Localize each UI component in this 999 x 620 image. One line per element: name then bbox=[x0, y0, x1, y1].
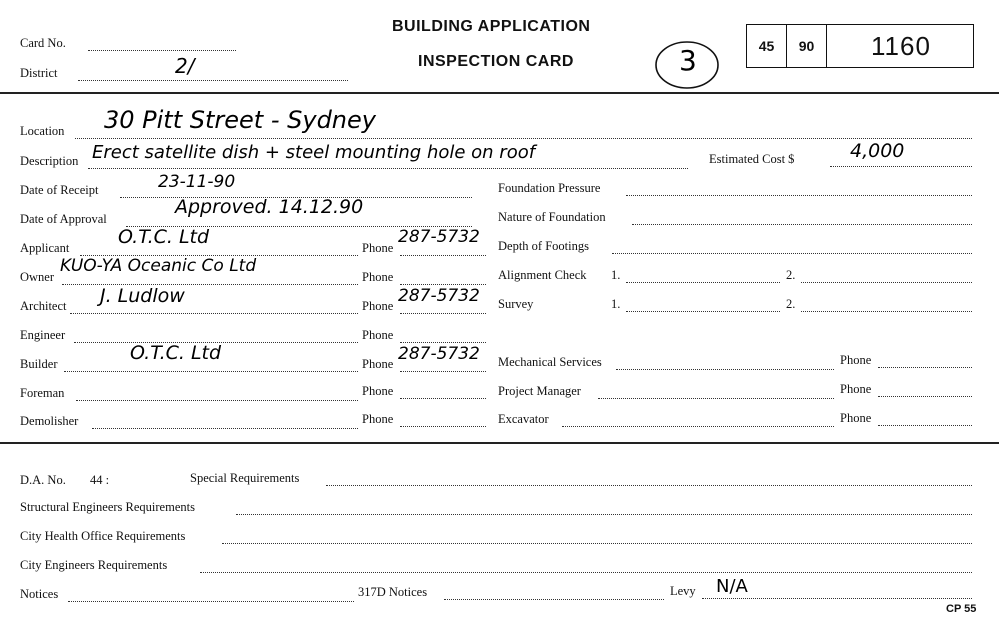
applicant-phone-value: 287-5732 bbox=[398, 227, 480, 247]
foreman-phone-label: Phone bbox=[362, 384, 394, 398]
da-no-label: D.A. No. bbox=[20, 473, 66, 487]
architect-value: J. Ludlow bbox=[100, 285, 185, 307]
city-engineers-requirements-field[interactable] bbox=[200, 572, 972, 573]
card-no-label: Card No. bbox=[20, 36, 66, 50]
health-requirements-field[interactable] bbox=[222, 543, 972, 544]
owner-label: Owner bbox=[20, 270, 55, 284]
health-requirements-label: City Health Office Requirements bbox=[20, 529, 186, 543]
estimated-cost-label: Estimated Cost $ bbox=[709, 152, 795, 166]
district-label: District bbox=[20, 66, 58, 80]
reference-box bbox=[746, 24, 974, 68]
engineer-phone-label: Phone bbox=[362, 328, 394, 342]
depth-of-footings-label: Depth of Footings bbox=[498, 239, 589, 253]
builder-label: Builder bbox=[20, 357, 58, 371]
alignment-num-1: 1. bbox=[611, 268, 621, 282]
circled-number: 3 bbox=[679, 44, 697, 77]
foreman-label: Foreman bbox=[20, 386, 65, 400]
estimated-cost-field[interactable] bbox=[830, 166, 972, 167]
applicant-phone-field[interactable] bbox=[400, 255, 486, 256]
architect-phone-field[interactable] bbox=[400, 313, 486, 314]
card-no-field[interactable] bbox=[88, 50, 236, 51]
reference-code-1: 45 bbox=[747, 25, 787, 67]
location-value: 30 Pitt Street - Sydney bbox=[104, 106, 376, 134]
demolisher-phone-label: Phone bbox=[362, 412, 394, 426]
description-value: Erect satellite dish + steel mounting hole on roof bbox=[92, 142, 536, 163]
date-of-receipt-value: 23-11-90 bbox=[158, 172, 236, 192]
mechanical-services-label: Mechanical Services bbox=[498, 355, 602, 369]
project-manager-label: Project Manager bbox=[498, 384, 581, 398]
foreman-phone-field[interactable] bbox=[400, 398, 486, 399]
notices-label: Notices bbox=[20, 587, 59, 601]
date-of-approval-value: Approved. 14.12.90 bbox=[175, 196, 364, 218]
special-requirements-field[interactable] bbox=[326, 485, 972, 486]
project-manager-field[interactable] bbox=[598, 398, 834, 399]
applicant-label: Applicant bbox=[20, 241, 70, 255]
builder-field[interactable] bbox=[64, 371, 358, 372]
excavator-phone-field[interactable] bbox=[878, 425, 972, 426]
project-manager-phone-field[interactable] bbox=[878, 396, 972, 397]
builder-phone-label: Phone bbox=[362, 357, 394, 371]
form-title-line1: BUILDING APPLICATION bbox=[392, 18, 591, 35]
structural-requirements-label: Structural Engineers Requirements bbox=[20, 500, 195, 514]
builder-phone-field[interactable] bbox=[400, 371, 486, 372]
engineer-label: Engineer bbox=[20, 328, 66, 342]
date-of-receipt-label: Date of Receipt bbox=[20, 183, 99, 197]
foundation-pressure-label: Foundation Pressure bbox=[498, 181, 601, 195]
engineer-phone-field[interactable] bbox=[400, 342, 486, 343]
builder-value: O.T.C. Ltd bbox=[130, 342, 222, 364]
owner-phone-field[interactable] bbox=[400, 284, 486, 285]
demolisher-field[interactable] bbox=[92, 428, 358, 429]
structural-requirements-field[interactable] bbox=[236, 514, 972, 515]
district-value: 2/ bbox=[175, 54, 195, 78]
survey-label: Survey bbox=[498, 297, 534, 311]
da-no-value: 44 : bbox=[90, 473, 110, 487]
foreman-field[interactable] bbox=[76, 400, 358, 401]
excavator-label: Excavator bbox=[498, 412, 549, 426]
reference-code-2: 90 bbox=[787, 25, 827, 67]
builder-phone-value: 287-5732 bbox=[398, 344, 480, 364]
reference-number: 1160 bbox=[871, 30, 931, 61]
form-code: CP 55 bbox=[946, 603, 977, 615]
architect-label: Architect bbox=[20, 299, 67, 313]
alignment-check-label: Alignment Check bbox=[498, 268, 587, 282]
special-requirements-label: Special Requirements bbox=[190, 471, 300, 485]
nature-of-foundation-field[interactable] bbox=[632, 224, 972, 225]
excavator-phone-label: Phone bbox=[840, 411, 872, 425]
date-of-approval-label: Date of Approval bbox=[20, 212, 107, 226]
architect-phone-value: 287-5732 bbox=[398, 286, 480, 306]
survey-num-1: 1. bbox=[611, 297, 621, 311]
architect-field[interactable] bbox=[70, 313, 358, 314]
description-field[interactable] bbox=[88, 168, 688, 169]
excavator-field[interactable] bbox=[562, 426, 834, 427]
project-manager-phone-label: Phone bbox=[840, 382, 872, 396]
alignment-check-field-1[interactable] bbox=[626, 282, 780, 283]
survey-num-2: 2. bbox=[786, 297, 796, 311]
levy-label: Levy bbox=[670, 584, 696, 598]
owner-value: KUO-YA Oceanic Co Ltd bbox=[60, 256, 257, 276]
survey-field-1[interactable] bbox=[626, 311, 780, 312]
notices-317d-field[interactable] bbox=[444, 599, 664, 600]
footer-divider bbox=[0, 442, 999, 444]
location-field[interactable] bbox=[75, 138, 972, 139]
location-label: Location bbox=[20, 124, 65, 138]
district-field[interactable] bbox=[78, 80, 348, 81]
nature-of-foundation-label: Nature of Foundation bbox=[498, 210, 606, 224]
mechanical-phone-label: Phone bbox=[840, 353, 872, 367]
description-label: Description bbox=[20, 154, 79, 168]
architect-phone-label: Phone bbox=[362, 299, 394, 313]
notices-field[interactable] bbox=[68, 601, 354, 602]
alignment-check-field-2[interactable] bbox=[801, 282, 972, 283]
demolisher-label: Demolisher bbox=[20, 414, 79, 428]
owner-phone-label: Phone bbox=[362, 270, 394, 284]
header-divider bbox=[0, 92, 999, 94]
estimated-cost-value: 4,000 bbox=[850, 140, 905, 162]
mechanical-phone-field[interactable] bbox=[878, 367, 972, 368]
mechanical-services-field[interactable] bbox=[616, 369, 834, 370]
levy-value: N/A bbox=[716, 576, 748, 597]
alignment-num-2: 2. bbox=[786, 268, 796, 282]
applicant-phone-label: Phone bbox=[362, 241, 394, 255]
city-engineers-requirements-label: City Engineers Requirements bbox=[20, 558, 168, 572]
survey-field-2[interactable] bbox=[801, 311, 972, 312]
notices-317d-label: 317D Notices bbox=[358, 585, 428, 599]
levy-field[interactable] bbox=[702, 598, 972, 599]
foundation-pressure-field[interactable] bbox=[626, 195, 972, 196]
form-title-line2: INSPECTION CARD bbox=[418, 53, 574, 70]
depth-of-footings-field[interactable] bbox=[612, 253, 972, 254]
applicant-value: O.T.C. Ltd bbox=[118, 226, 210, 248]
demolisher-phone-field[interactable] bbox=[400, 426, 486, 427]
